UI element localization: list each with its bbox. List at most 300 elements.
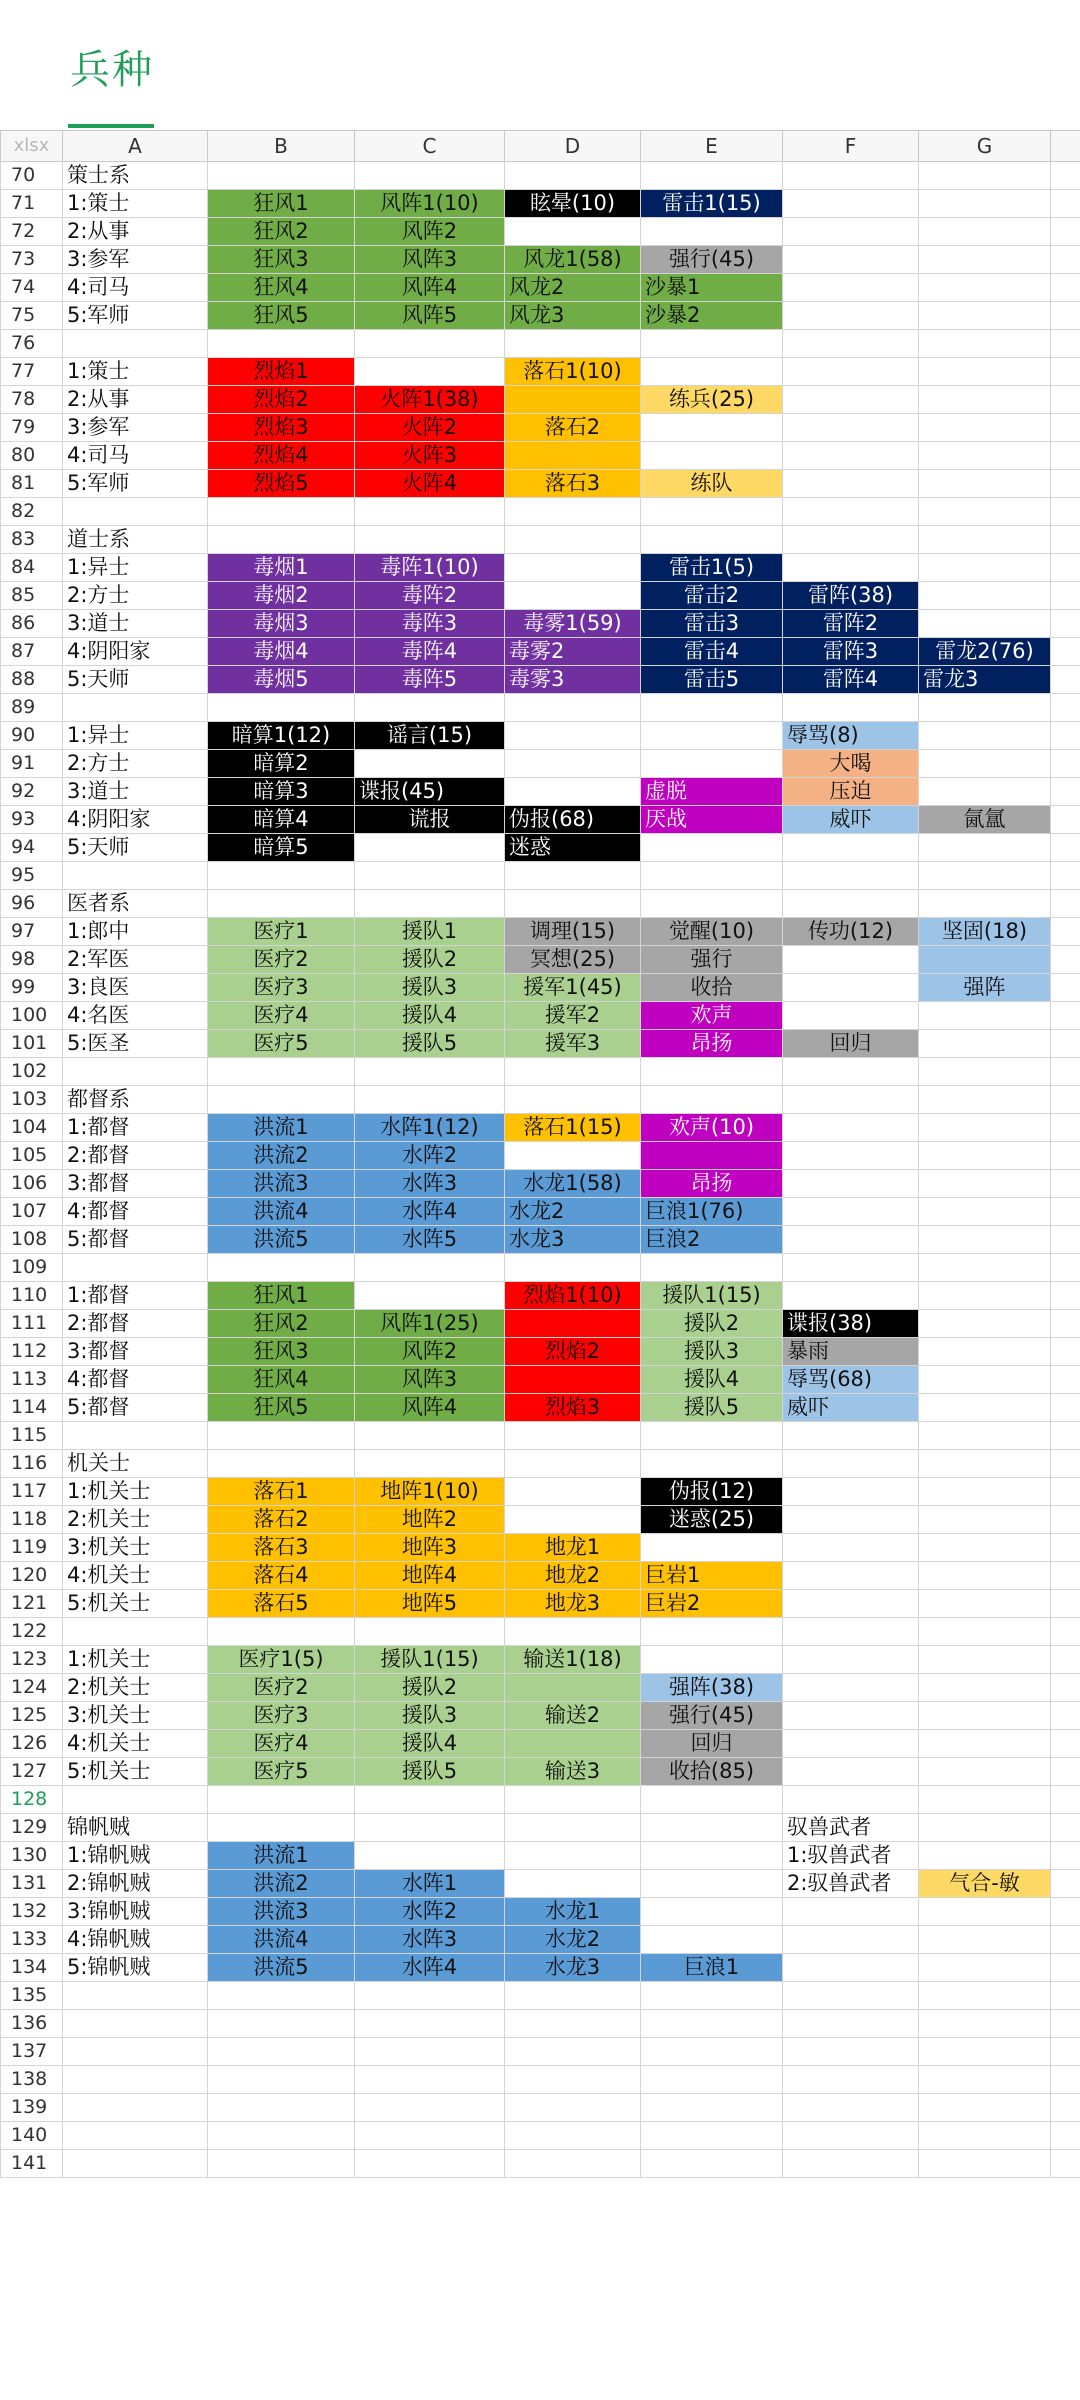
cell-d89[interactable] — [505, 694, 641, 722]
cell-g77[interactable] — [919, 358, 1051, 386]
row-header[interactable]: 128 — [1, 1786, 63, 1814]
cell-d111[interactable] — [505, 1310, 641, 1338]
cell-d132[interactable]: 水龙1 — [505, 1898, 641, 1926]
cell-c138[interactable] — [355, 2066, 505, 2094]
cell-a133[interactable]: 4:锦帆贼 — [63, 1926, 208, 1954]
cell-g121[interactable] — [919, 1590, 1051, 1618]
cell-e104[interactable]: 欢声(10) — [641, 1114, 783, 1142]
cell-empty[interactable] — [1051, 2122, 1080, 2150]
cell-a127[interactable]: 5:机关士 — [63, 1758, 208, 1786]
cell-e88[interactable]: 雷击5 — [641, 666, 783, 694]
cell-b115[interactable] — [208, 1422, 355, 1450]
cell-b101[interactable]: 医疗5 — [208, 1030, 355, 1058]
cell-d109[interactable] — [505, 1254, 641, 1282]
cell-a125[interactable]: 3:机关士 — [63, 1702, 208, 1730]
cell-g95[interactable] — [919, 862, 1051, 890]
cell-c84[interactable]: 毒阵1(10) — [355, 554, 505, 582]
cell-empty[interactable] — [1051, 1814, 1080, 1842]
cell-g90[interactable] — [919, 722, 1051, 750]
row-header[interactable]: 136 — [1, 2010, 63, 2038]
cell-a111[interactable]: 2:都督 — [63, 1310, 208, 1338]
cell-g100[interactable] — [919, 1002, 1051, 1030]
row-header[interactable]: 123 — [1, 1646, 63, 1674]
row-header[interactable]: 129 — [1, 1814, 63, 1842]
cell-empty[interactable] — [1051, 918, 1080, 946]
cell-f89[interactable] — [783, 694, 919, 722]
cell-b89[interactable] — [208, 694, 355, 722]
spreadsheet-grid[interactable] — [0, 130, 1080, 2188]
cell-e83[interactable] — [641, 526, 783, 554]
cell-c75[interactable]: 风阵5 — [355, 302, 505, 330]
cell-empty[interactable] — [1051, 2150, 1080, 2178]
cell-f96[interactable] — [783, 890, 919, 918]
cell-empty[interactable] — [1051, 1338, 1080, 1366]
cell-e76[interactable] — [641, 330, 783, 358]
cell-b119[interactable]: 落石3 — [208, 1534, 355, 1562]
cell-d81[interactable]: 落石3 — [505, 470, 641, 498]
row-header[interactable]: 79 — [1, 414, 63, 442]
cell-f116[interactable] — [783, 1450, 919, 1478]
cell-empty[interactable] — [1051, 1954, 1080, 1982]
cell-b92[interactable]: 暗算3 — [208, 778, 355, 806]
cell-d98[interactable]: 冥想(25) — [505, 946, 641, 974]
cell-a76[interactable] — [63, 330, 208, 358]
cell-f70[interactable] — [783, 162, 919, 190]
cell-e79[interactable] — [641, 414, 783, 442]
cell-b70[interactable] — [208, 162, 355, 190]
row-header[interactable]: 91 — [1, 750, 63, 778]
cell-f123[interactable] — [783, 1646, 919, 1674]
cell-d101[interactable]: 援军3 — [505, 1030, 641, 1058]
cell-c126[interactable]: 援队4 — [355, 1730, 505, 1758]
cell-d99[interactable]: 援军1(45) — [505, 974, 641, 1002]
cell-d125[interactable]: 输送2 — [505, 1702, 641, 1730]
cell-e80[interactable] — [641, 442, 783, 470]
cell-g83[interactable] — [919, 526, 1051, 554]
cell-a88[interactable]: 5:天师 — [63, 666, 208, 694]
cell-d91[interactable] — [505, 750, 641, 778]
cell-d121[interactable]: 地龙3 — [505, 1590, 641, 1618]
cell-d107[interactable]: 水龙2 — [505, 1198, 641, 1226]
cell-e91[interactable] — [641, 750, 783, 778]
cell-b105[interactable]: 洪流2 — [208, 1142, 355, 1170]
cell-g74[interactable] — [919, 274, 1051, 302]
row-header[interactable]: 105 — [1, 1142, 63, 1170]
cell-b131[interactable]: 洪流2 — [208, 1870, 355, 1898]
cell-e116[interactable] — [641, 1450, 783, 1478]
cell-g105[interactable] — [919, 1142, 1051, 1170]
cell-f74[interactable] — [783, 274, 919, 302]
cell-d100[interactable]: 援军2 — [505, 1002, 641, 1030]
cell-g89[interactable] — [919, 694, 1051, 722]
row-header[interactable]: 106 — [1, 1170, 63, 1198]
cell-g111[interactable] — [919, 1310, 1051, 1338]
cell-c100[interactable]: 援队4 — [355, 1002, 505, 1030]
cell-g122[interactable] — [919, 1618, 1051, 1646]
cell-b140[interactable] — [208, 2122, 355, 2150]
cell-d117[interactable] — [505, 1478, 641, 1506]
row-header[interactable]: 90 — [1, 722, 63, 750]
cell-c123[interactable]: 援队1(15) — [355, 1646, 505, 1674]
cell-b138[interactable] — [208, 2066, 355, 2094]
cell-d95[interactable] — [505, 862, 641, 890]
row-header[interactable]: 101 — [1, 1030, 63, 1058]
cell-a81[interactable]: 5:军师 — [63, 470, 208, 498]
cell-d92[interactable] — [505, 778, 641, 806]
cell-b111[interactable]: 狂风2 — [208, 1310, 355, 1338]
cell-b129[interactable] — [208, 1814, 355, 1842]
cell-f102[interactable] — [783, 1058, 919, 1086]
row-header[interactable]: 87 — [1, 638, 63, 666]
row-header[interactable]: 103 — [1, 1086, 63, 1114]
cell-a94[interactable]: 5:天师 — [63, 834, 208, 862]
cell-a97[interactable]: 1:郎中 — [63, 918, 208, 946]
cell-e71[interactable]: 雷击1(15) — [641, 190, 783, 218]
cell-empty[interactable] — [1051, 2094, 1080, 2122]
row-header[interactable]: 102 — [1, 1058, 63, 1086]
cell-a120[interactable]: 4:机关士 — [63, 1562, 208, 1590]
cell-g82[interactable] — [919, 498, 1051, 526]
cell-e139[interactable] — [641, 2094, 783, 2122]
cell-b135[interactable] — [208, 1982, 355, 2010]
column-header-empty[interactable] — [1051, 131, 1080, 162]
cell-empty[interactable] — [1051, 1674, 1080, 1702]
cell-b136[interactable] — [208, 2010, 355, 2038]
cell-c86[interactable]: 毒阵3 — [355, 610, 505, 638]
cell-d108[interactable]: 水龙3 — [505, 1226, 641, 1254]
cell-e118[interactable]: 迷惑(25) — [641, 1506, 783, 1534]
cell-c106[interactable]: 水阵3 — [355, 1170, 505, 1198]
cell-c122[interactable] — [355, 1618, 505, 1646]
cell-b98[interactable]: 医疗2 — [208, 946, 355, 974]
cell-c115[interactable] — [355, 1422, 505, 1450]
cell-b76[interactable] — [208, 330, 355, 358]
cell-g130[interactable] — [919, 1842, 1051, 1870]
cell-e121[interactable]: 巨岩2 — [641, 1590, 783, 1618]
cell-c72[interactable]: 风阵2 — [355, 218, 505, 246]
cell-c105[interactable]: 水阵2 — [355, 1142, 505, 1170]
cell-a122[interactable] — [63, 1618, 208, 1646]
cell-a100[interactable]: 4:名医 — [63, 1002, 208, 1030]
cell-empty[interactable] — [1051, 666, 1080, 694]
cell-e112[interactable]: 援队3 — [641, 1338, 783, 1366]
cell-c92[interactable]: 谍报(45) — [355, 778, 505, 806]
cell-c99[interactable]: 援队3 — [355, 974, 505, 1002]
cell-d96[interactable] — [505, 890, 641, 918]
cell-e117[interactable]: 伪报(12) — [641, 1478, 783, 1506]
cell-empty[interactable] — [1051, 1730, 1080, 1758]
cell-g70[interactable] — [919, 162, 1051, 190]
cell-f112[interactable]: 暴雨 — [783, 1338, 919, 1366]
cell-d131[interactable] — [505, 1870, 641, 1898]
cell-d110[interactable]: 烈焰1(10) — [505, 1282, 641, 1310]
cell-d94[interactable]: 迷惑 — [505, 834, 641, 862]
cell-empty[interactable] — [1051, 1590, 1080, 1618]
cell-a80[interactable]: 4:司马 — [63, 442, 208, 470]
cell-a72[interactable]: 2:从事 — [63, 218, 208, 246]
cell-c70[interactable] — [355, 162, 505, 190]
cell-g79[interactable] — [919, 414, 1051, 442]
cell-b102[interactable] — [208, 1058, 355, 1086]
cell-empty[interactable] — [1051, 1786, 1080, 1814]
cell-empty[interactable] — [1051, 1926, 1080, 1954]
cell-f140[interactable] — [783, 2122, 919, 2150]
row-header[interactable]: 70 — [1, 162, 63, 190]
cell-g102[interactable] — [919, 1058, 1051, 1086]
cell-g133[interactable] — [919, 1926, 1051, 1954]
cell-g131[interactable]: 气合-敏 — [919, 1870, 1051, 1898]
cell-g129[interactable] — [919, 1814, 1051, 1842]
cell-b126[interactable]: 医疗4 — [208, 1730, 355, 1758]
cell-empty[interactable] — [1051, 974, 1080, 1002]
cell-e132[interactable] — [641, 1898, 783, 1926]
cell-c135[interactable] — [355, 1982, 505, 2010]
cell-g99[interactable]: 强阵 — [919, 974, 1051, 1002]
cell-g137[interactable] — [919, 2038, 1051, 2066]
cell-f132[interactable] — [783, 1898, 919, 1926]
cell-c73[interactable]: 风阵3 — [355, 246, 505, 274]
cell-empty[interactable] — [1051, 1282, 1080, 1310]
cell-e103[interactable] — [641, 1086, 783, 1114]
cell-empty[interactable] — [1051, 582, 1080, 610]
cell-e81[interactable]: 练队 — [641, 470, 783, 498]
cell-g94[interactable] — [919, 834, 1051, 862]
row-header[interactable]: 78 — [1, 386, 63, 414]
cell-e92[interactable]: 虚脱 — [641, 778, 783, 806]
row-header[interactable]: 122 — [1, 1618, 63, 1646]
cell-empty[interactable] — [1051, 750, 1080, 778]
cell-e122[interactable] — [641, 1618, 783, 1646]
cell-empty[interactable] — [1051, 2010, 1080, 2038]
cell-e119[interactable] — [641, 1534, 783, 1562]
cell-empty[interactable] — [1051, 862, 1080, 890]
cell-d105[interactable] — [505, 1142, 641, 1170]
cell-e77[interactable] — [641, 358, 783, 386]
cell-f128[interactable] — [783, 1786, 919, 1814]
cell-f130[interactable]: 1:驭兽武者 — [783, 1842, 919, 1870]
cell-d134[interactable]: 水龙3 — [505, 1954, 641, 1982]
cell-f85[interactable]: 雷阵(38) — [783, 582, 919, 610]
cell-e108[interactable]: 巨浪2 — [641, 1226, 783, 1254]
row-header[interactable]: 139 — [1, 2094, 63, 2122]
cell-a86[interactable]: 3:道士 — [63, 610, 208, 638]
cell-g96[interactable] — [919, 890, 1051, 918]
cell-b112[interactable]: 狂风3 — [208, 1338, 355, 1366]
cell-empty[interactable] — [1051, 1170, 1080, 1198]
row-header[interactable]: 130 — [1, 1842, 63, 1870]
cell-empty[interactable] — [1051, 1534, 1080, 1562]
cell-e140[interactable] — [641, 2122, 783, 2150]
cell-c97[interactable]: 援队1 — [355, 918, 505, 946]
cell-empty[interactable] — [1051, 1450, 1080, 1478]
cell-b120[interactable]: 落石4 — [208, 1562, 355, 1590]
cell-c91[interactable] — [355, 750, 505, 778]
cell-e131[interactable] — [641, 1870, 783, 1898]
cell-a92[interactable]: 3:道士 — [63, 778, 208, 806]
cell-a105[interactable]: 2:都督 — [63, 1142, 208, 1170]
cell-f134[interactable] — [783, 1954, 919, 1982]
cell-b87[interactable]: 毒烟4 — [208, 638, 355, 666]
cell-a77[interactable]: 1:策士 — [63, 358, 208, 386]
cell-e141[interactable] — [641, 2150, 783, 2178]
corner-label[interactable]: xlsx — [1, 131, 63, 162]
row-header[interactable]: 117 — [1, 1478, 63, 1506]
cell-b137[interactable] — [208, 2038, 355, 2066]
cell-a87[interactable]: 4:阴阳家 — [63, 638, 208, 666]
cell-b124[interactable]: 医疗2 — [208, 1674, 355, 1702]
column-header-c[interactable]: C — [355, 131, 505, 162]
cell-empty[interactable] — [1051, 1394, 1080, 1422]
cell-d115[interactable] — [505, 1422, 641, 1450]
cell-d128[interactable] — [505, 1786, 641, 1814]
row-header[interactable]: 75 — [1, 302, 63, 330]
cell-a70[interactable]: 策士系 — [63, 162, 208, 190]
cell-d73[interactable]: 风龙1(58) — [505, 246, 641, 274]
cell-a121[interactable]: 5:机关士 — [63, 1590, 208, 1618]
column-header-e[interactable]: E — [641, 131, 783, 162]
row-header[interactable]: 113 — [1, 1366, 63, 1394]
cell-a139[interactable] — [63, 2094, 208, 2122]
cell-g81[interactable] — [919, 470, 1051, 498]
cell-empty[interactable] — [1051, 1646, 1080, 1674]
cell-c111[interactable]: 风阵1(25) — [355, 1310, 505, 1338]
cell-c94[interactable] — [355, 834, 505, 862]
cell-a74[interactable]: 4:司马 — [63, 274, 208, 302]
cell-d113[interactable] — [505, 1366, 641, 1394]
row-header[interactable]: 124 — [1, 1674, 63, 1702]
cell-a89[interactable] — [63, 694, 208, 722]
cell-f106[interactable] — [783, 1170, 919, 1198]
cell-b96[interactable] — [208, 890, 355, 918]
cell-g114[interactable] — [919, 1394, 1051, 1422]
cell-a138[interactable] — [63, 2066, 208, 2094]
row-header[interactable]: 111 — [1, 1310, 63, 1338]
cell-a84[interactable]: 1:异士 — [63, 554, 208, 582]
cell-f100[interactable] — [783, 1002, 919, 1030]
cell-empty[interactable] — [1051, 274, 1080, 302]
cell-g86[interactable] — [919, 610, 1051, 638]
cell-f80[interactable] — [783, 442, 919, 470]
cell-f103[interactable] — [783, 1086, 919, 1114]
cell-d70[interactable] — [505, 162, 641, 190]
cell-empty[interactable] — [1051, 1758, 1080, 1786]
cell-c121[interactable]: 地阵5 — [355, 1590, 505, 1618]
cell-empty[interactable] — [1051, 1254, 1080, 1282]
cell-empty[interactable] — [1051, 638, 1080, 666]
cell-e127[interactable]: 收拾(85) — [641, 1758, 783, 1786]
cell-f105[interactable] — [783, 1142, 919, 1170]
cell-a123[interactable]: 1:机关士 — [63, 1646, 208, 1674]
cell-g106[interactable] — [919, 1170, 1051, 1198]
cell-d97[interactable]: 调理(15) — [505, 918, 641, 946]
row-header[interactable]: 83 — [1, 526, 63, 554]
cell-f111[interactable]: 谍报(38) — [783, 1310, 919, 1338]
row-header[interactable]: 137 — [1, 2038, 63, 2066]
cell-g127[interactable] — [919, 1758, 1051, 1786]
cell-e124[interactable]: 强阵(38) — [641, 1674, 783, 1702]
cell-d80[interactable] — [505, 442, 641, 470]
cell-c88[interactable]: 毒阵5 — [355, 666, 505, 694]
cell-f72[interactable] — [783, 218, 919, 246]
cell-b72[interactable]: 狂风2 — [208, 218, 355, 246]
cell-f77[interactable] — [783, 358, 919, 386]
row-header[interactable]: 104 — [1, 1114, 63, 1142]
cell-c130[interactable] — [355, 1842, 505, 1870]
cell-g119[interactable] — [919, 1534, 1051, 1562]
cell-d116[interactable] — [505, 1450, 641, 1478]
cell-f141[interactable] — [783, 2150, 919, 2178]
cell-d106[interactable]: 水龙1(58) — [505, 1170, 641, 1198]
cell-b130[interactable]: 洪流1 — [208, 1842, 355, 1870]
row-header[interactable]: 89 — [1, 694, 63, 722]
cell-f98[interactable] — [783, 946, 919, 974]
row-header[interactable]: 126 — [1, 1730, 63, 1758]
cell-empty[interactable] — [1051, 1842, 1080, 1870]
cell-c128[interactable] — [355, 1786, 505, 1814]
cell-empty[interactable] — [1051, 1982, 1080, 2010]
cell-d129[interactable] — [505, 1814, 641, 1842]
cell-c139[interactable] — [355, 2094, 505, 2122]
cell-f139[interactable] — [783, 2094, 919, 2122]
cell-empty[interactable] — [1051, 1898, 1080, 1926]
cell-c118[interactable]: 地阵2 — [355, 1506, 505, 1534]
cell-empty[interactable] — [1051, 890, 1080, 918]
cell-e73[interactable]: 强行(45) — [641, 246, 783, 274]
cell-c87[interactable]: 毒阵4 — [355, 638, 505, 666]
cell-empty[interactable] — [1051, 190, 1080, 218]
cell-b113[interactable]: 狂风4 — [208, 1366, 355, 1394]
row-header[interactable]: 127 — [1, 1758, 63, 1786]
cell-c131[interactable]: 水阵1 — [355, 1870, 505, 1898]
cell-b121[interactable]: 落石5 — [208, 1590, 355, 1618]
column-header-g[interactable]: G — [919, 131, 1051, 162]
cell-d88[interactable]: 毒雾3 — [505, 666, 641, 694]
cell-f73[interactable] — [783, 246, 919, 274]
cell-f81[interactable] — [783, 470, 919, 498]
cell-f120[interactable] — [783, 1562, 919, 1590]
cell-d102[interactable] — [505, 1058, 641, 1086]
cell-b94[interactable]: 暗算5 — [208, 834, 355, 862]
cell-g109[interactable] — [919, 1254, 1051, 1282]
row-header[interactable]: 95 — [1, 862, 63, 890]
cell-d112[interactable]: 烈焰2 — [505, 1338, 641, 1366]
column-header-d[interactable]: D — [505, 131, 641, 162]
cell-a71[interactable]: 1:策士 — [63, 190, 208, 218]
cell-c110[interactable] — [355, 1282, 505, 1310]
cell-a112[interactable]: 3:都督 — [63, 1338, 208, 1366]
cell-g75[interactable] — [919, 302, 1051, 330]
cell-empty[interactable] — [1051, 806, 1080, 834]
cell-empty[interactable] — [1051, 1142, 1080, 1170]
cell-g87[interactable]: 雷龙2(76) — [919, 638, 1051, 666]
cell-f117[interactable] — [783, 1478, 919, 1506]
cell-f129[interactable]: 驭兽武者 — [783, 1814, 919, 1842]
cell-a78[interactable]: 2:从事 — [63, 386, 208, 414]
cell-f94[interactable] — [783, 834, 919, 862]
cell-e133[interactable] — [641, 1926, 783, 1954]
cell-e105[interactable] — [641, 1142, 783, 1170]
cell-g110[interactable] — [919, 1282, 1051, 1310]
cell-b80[interactable]: 烈焰4 — [208, 442, 355, 470]
cell-b85[interactable]: 毒烟2 — [208, 582, 355, 610]
cell-d76[interactable] — [505, 330, 641, 358]
cell-e113[interactable]: 援队4 — [641, 1366, 783, 1394]
cell-empty[interactable] — [1051, 834, 1080, 862]
cell-a116[interactable]: 机关士 — [63, 1450, 208, 1478]
cell-d77[interactable]: 落石1(10) — [505, 358, 641, 386]
cell-e123[interactable] — [641, 1646, 783, 1674]
cell-c140[interactable] — [355, 2122, 505, 2150]
